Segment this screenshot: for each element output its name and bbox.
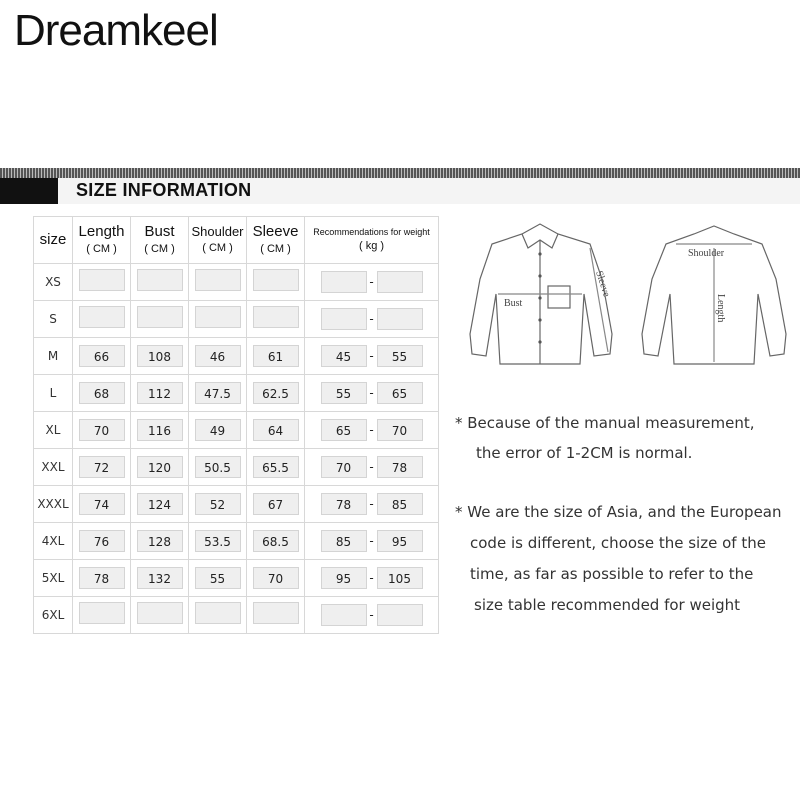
bust-cell [131,560,189,597]
length-cell [73,375,131,412]
bust-value: 128 [137,530,183,552]
header-sleeve: Sleeve ( CM ) [247,217,305,264]
weight-max-value: 70 [377,419,423,441]
length-cell [73,301,131,338]
bust-cell [131,486,189,523]
weight-min-value [321,604,367,626]
weight-range-dash: - [369,423,374,437]
weight-min-value: 95 [321,567,367,589]
length-value: 76 [79,530,125,552]
shoulder-value: 52 [195,493,241,515]
sleeve-value: 64 [253,419,299,441]
weight-min-value: 85 [321,530,367,552]
table-row [34,412,439,449]
weight-range-dash: - [369,275,374,289]
shoulder-value [195,602,241,624]
bust-cell [131,597,189,634]
length-cell [73,338,131,375]
weight-max-value: 78 [377,456,423,478]
length-cell [73,449,131,486]
sleeve-cell [247,486,305,523]
weight-max-value [377,271,423,293]
label-length: Length [715,294,726,323]
size-cell: L [34,375,73,412]
bust-value [137,269,183,291]
shoulder-cell [189,264,247,301]
table-row [34,375,439,412]
length-cell [73,412,131,449]
weight-max-value: 65 [377,382,423,404]
note-2-line-2: code is different, choose the size of the [470,534,766,552]
weight-range-dash: - [369,534,374,548]
weight-min-value: 78 [321,493,367,515]
header-texture-band [0,168,800,178]
sleeve-value [253,269,299,291]
size-cell: XS [34,264,73,301]
table-row [34,597,439,634]
bust-cell [131,338,189,375]
sleeve-value: 67 [253,493,299,515]
length-value [79,602,125,624]
shoulder-value [195,306,241,328]
size-cell: XXL [34,449,73,486]
shoulder-value: 47.5 [195,382,241,404]
weight-min-value [321,308,367,330]
brand-logo: Dreamkeel [14,6,218,55]
weight-cell [305,523,439,560]
note-1-line-2: the error of 1-2CM is normal. [476,444,693,462]
sleeve-cell [247,338,305,375]
note-2-line-4: size table recommended for weight [474,596,741,614]
sleeve-cell [247,597,305,634]
size-cell: M [34,338,73,375]
weight-range-dash: - [369,312,374,326]
sleeve-cell [247,560,305,597]
shoulder-cell [189,301,247,338]
shoulder-cell [189,597,247,634]
sleeve-cell [247,375,305,412]
size-cell: XL [34,412,73,449]
weight-max-value: 105 [377,567,423,589]
weight-max-value: 85 [377,493,423,515]
weight-cell [305,412,439,449]
section-title: SIZE INFORMATION [76,180,252,200]
table-row [34,301,439,338]
length-value: 78 [79,567,125,589]
length-value [79,269,125,291]
weight-cell [305,264,439,301]
weight-max-value [377,308,423,330]
sleeve-cell [247,449,305,486]
weight-range-dash: - [369,608,374,622]
weight-range-dash: - [369,386,374,400]
bust-cell [131,449,189,486]
length-value: 74 [79,493,125,515]
weight-range-dash: - [369,571,374,585]
bust-cell [131,264,189,301]
weight-range-dash: - [369,349,374,363]
length-value: 68 [79,382,125,404]
shoulder-value: 53.5 [195,530,241,552]
table-row [34,338,439,375]
length-value [79,306,125,328]
bust-value: 108 [137,345,183,367]
shoulder-cell [189,486,247,523]
bust-cell [131,375,189,412]
bust-value: 132 [137,567,183,589]
size-chart-table [33,216,439,634]
table-row [34,560,439,597]
note-2-line-3: time, as far as possible to refer to the [470,565,754,583]
bust-value: 112 [137,382,183,404]
length-cell [73,597,131,634]
weight-cell [305,449,439,486]
sleeve-value: 70 [253,567,299,589]
sleeve-value [253,602,299,624]
weight-max-value: 55 [377,345,423,367]
size-cell: 6XL [34,597,73,634]
weight-max-value [377,604,423,626]
bust-cell [131,523,189,560]
shoulder-cell [189,523,247,560]
length-cell [73,486,131,523]
sleeve-value: 62.5 [253,382,299,404]
sleeve-value [253,306,299,328]
table-row [34,449,439,486]
length-cell [73,560,131,597]
shoulder-value: 50.5 [195,456,241,478]
length-value: 70 [79,419,125,441]
note-2-line-1: * We are the size of Asia, and the European [455,503,782,521]
length-cell [73,264,131,301]
length-cell [73,523,131,560]
bust-value [137,306,183,328]
table-row [34,523,439,560]
header-shoulder: Shoulder ( CM ) [189,217,247,264]
sleeve-cell [247,301,305,338]
shoulder-cell [189,338,247,375]
sleeve-cell [247,412,305,449]
header-bust: Bust ( CM ) [131,217,189,264]
weight-min-value: 55 [321,382,367,404]
header-length: Length ( CM ) [73,217,131,264]
label-bust: Bust [504,298,523,309]
shirt-measurement-diagram [462,214,792,384]
table-header-row [34,217,439,264]
weight-cell [305,597,439,634]
bust-value: 124 [137,493,183,515]
weight-cell [305,375,439,412]
weight-min-value [321,271,367,293]
header-weight: Recommendations for weight ( kg ) [305,217,439,264]
sleeve-cell [247,264,305,301]
shoulder-cell [189,560,247,597]
weight-range-dash: - [369,497,374,511]
size-cell: S [34,301,73,338]
size-cell: XXXL [34,486,73,523]
table-row [34,264,439,301]
bust-value: 116 [137,419,183,441]
length-value: 66 [79,345,125,367]
weight-max-value: 95 [377,530,423,552]
bust-value: 120 [137,456,183,478]
weight-min-value: 65 [321,419,367,441]
length-value: 72 [79,456,125,478]
note-1-line-1: * Because of the manual measurement, [455,414,755,432]
table-row [34,486,439,523]
weight-min-value: 45 [321,345,367,367]
header-size: size [34,217,73,264]
shoulder-value: 49 [195,419,241,441]
size-cell: 4XL [34,523,73,560]
label-shoulder: Shoulder [688,248,725,259]
weight-cell [305,486,439,523]
shoulder-value [195,269,241,291]
size-cell: 5XL [34,560,73,597]
shoulder-value: 55 [195,567,241,589]
weight-cell [305,560,439,597]
shoulder-value: 46 [195,345,241,367]
bust-cell [131,301,189,338]
bust-value [137,602,183,624]
sleeve-value: 65.5 [253,456,299,478]
weight-min-value: 70 [321,456,367,478]
weight-cell [305,338,439,375]
sleeve-value: 68.5 [253,530,299,552]
bust-cell [131,412,189,449]
shoulder-cell [189,375,247,412]
sleeve-cell [247,523,305,560]
shoulder-cell [189,449,247,486]
weight-range-dash: - [369,460,374,474]
shoulder-cell [189,412,247,449]
label-sleeve: Sleeve [593,269,612,299]
sleeve-value: 61 [253,345,299,367]
front-pocket [548,286,570,308]
weight-cell [305,301,439,338]
